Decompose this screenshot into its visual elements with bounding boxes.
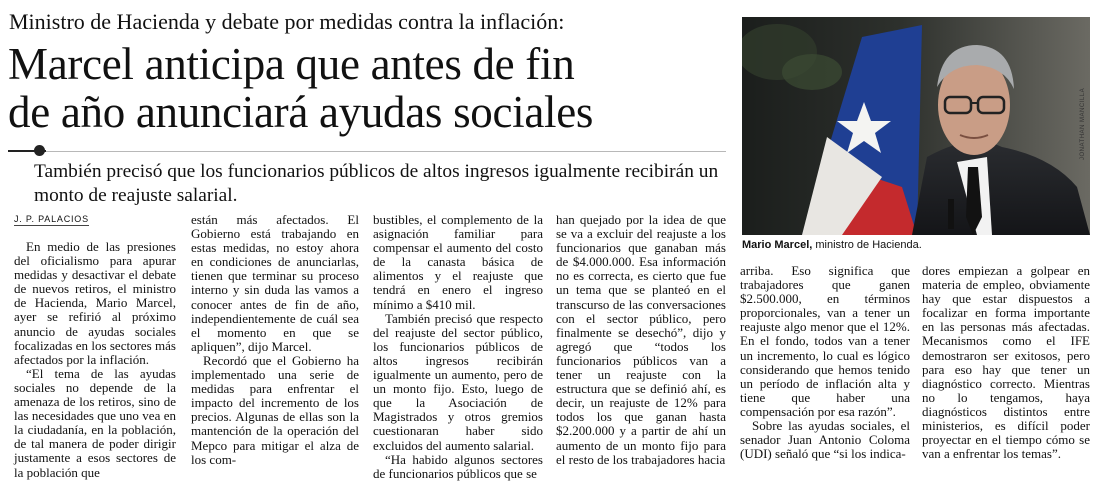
paragraph: bustibles, el complemento de la asignación familiar para compensar el aumento del costo de la canasta básica de alimentos y el reajuste que tendrá en enero el ingreso mínimo a $410 mil.	[373, 212, 543, 312]
column-1	[14, 240, 176, 480]
paragraph: han quejado por la idea de que se va a excluir del reajuste a los funcionarios que ganaban más de $4.000.000. Esa información no es correcta, es cierto que fue un tema que se planteó en el transcurso de las conversaciones con el sector público, pero finalmente se desechó”, dijo y agregó que “todos los funcionarios públicos van a tener un reajuste con la estructura que se definió ahí, es decir, un reajuste de 12% para todos los que ganan hasta $2.200.000 y a partir de ahí un aumento de un monto fijo para el resto de los trabajadores hacia	[556, 212, 726, 467]
paragraph: están más afectados. El Gobierno está trabajando en estas medidas, no estoy ahora en condiciones de anunciarlas, tienen que terminar su proceso interno y sin duda las vamos a conocer antes de fin de año, independientemente de cuál sea el momento en que se apliquen”, dijo Marcel.	[191, 212, 359, 354]
column-5	[740, 264, 910, 461]
subhead-bullet	[34, 145, 45, 156]
paragraph: arriba. Eso significa que trabajadores que ganen $2.500.000, en términos proporcionales, van a tener un reajuste algo menor que el 12%. En el fondo, todos van a tener un incremento, lo cual es lógico considerando que hemos tenido un período de inflación alta y tiene que haber una compensación por esa razón”.	[740, 263, 910, 419]
headline-line-1: Marcel anticipa que antes de fin	[8, 39, 575, 89]
subhead: También precisó que los funcionarios públicos de altos ingresos igualmente recibirán un monto de reajuste salarial.	[34, 161, 719, 206]
photo-caption	[742, 239, 922, 251]
column-4	[556, 213, 726, 467]
paragraph: Recordó que el Gobierno ha implementado una serie de medidas para enfrentar el impacto del incremento de los precios. Algunas de ellas son la mantención de la operación del Mepco para mitigar el alza de los com-	[191, 352, 359, 467]
column-2	[191, 213, 359, 467]
paragraph: Sobre las ayudas sociales, el senador Juan Antonio Coloma (UDI) señaló que “si los indica-	[740, 418, 910, 462]
paragraph: dores empiezan a golpear en materia de empleo, obviamente hay que estar dispuestos a focalizar en forma importante en las personas más afectadas. Mecanismos como el IFE demostraron ser exitosos, pero para eso hay que tener un diagnóstico correcto. Mientras no lo tengamos, haya diagnósticos distintos entre ministerios, es difícil poder proyectar en el tiempo cómo se van a enfrentar los temas”.	[922, 263, 1090, 462]
paragraph: “Ha habido algunos sectores de funcionarios públicos que se	[373, 451, 543, 481]
column-6	[922, 264, 1090, 461]
headline-rule-thin	[46, 151, 726, 152]
kicker: Ministro de Hacienda y debate por medidas contra la inflación:	[9, 9, 565, 34]
paragraph: En medio de las presiones del oficialismo para apurar medidas y desactivar el debate de nuevos retiros, el ministro de Hacienda, Mario Marcel, ayer se refirió al próximo anuncio de ayudas sociales focalizadas en los sectores más afectados por la inflación.	[14, 239, 176, 367]
headline-line-2: de año anunciará ayudas sociales	[8, 87, 594, 137]
headline	[8, 40, 728, 136]
caption-text: ministro de Hacienda.	[812, 239, 922, 251]
caption-name: Mario Marcel,	[742, 239, 813, 251]
photo-illustration	[742, 17, 1090, 235]
byline: J. P. PALACIOS	[14, 214, 89, 224]
photo-credit: JONATHAN MANCILLA	[1080, 87, 1086, 160]
photo-minister	[742, 17, 1090, 235]
column-3	[373, 213, 543, 481]
paragraph: También precisó que respecto del reajuste del sector público, los funcionarios públicos de altos ingresos recibirán igualmente un aumento, pero de un monto fijo. Esto, luego de que la Asociación de Magistrados y otros gremios cuestionaran haber sido excluidos del aumento salarial.	[373, 310, 543, 453]
paragraph: “El tema de las ayudas sociales no depende de la amenaza de los retiros, sino de las necesidades que uno vea en la ciudadanía, en la población, de tal manera de poder dirigir justamente a esos sectores de la población que	[14, 365, 176, 480]
